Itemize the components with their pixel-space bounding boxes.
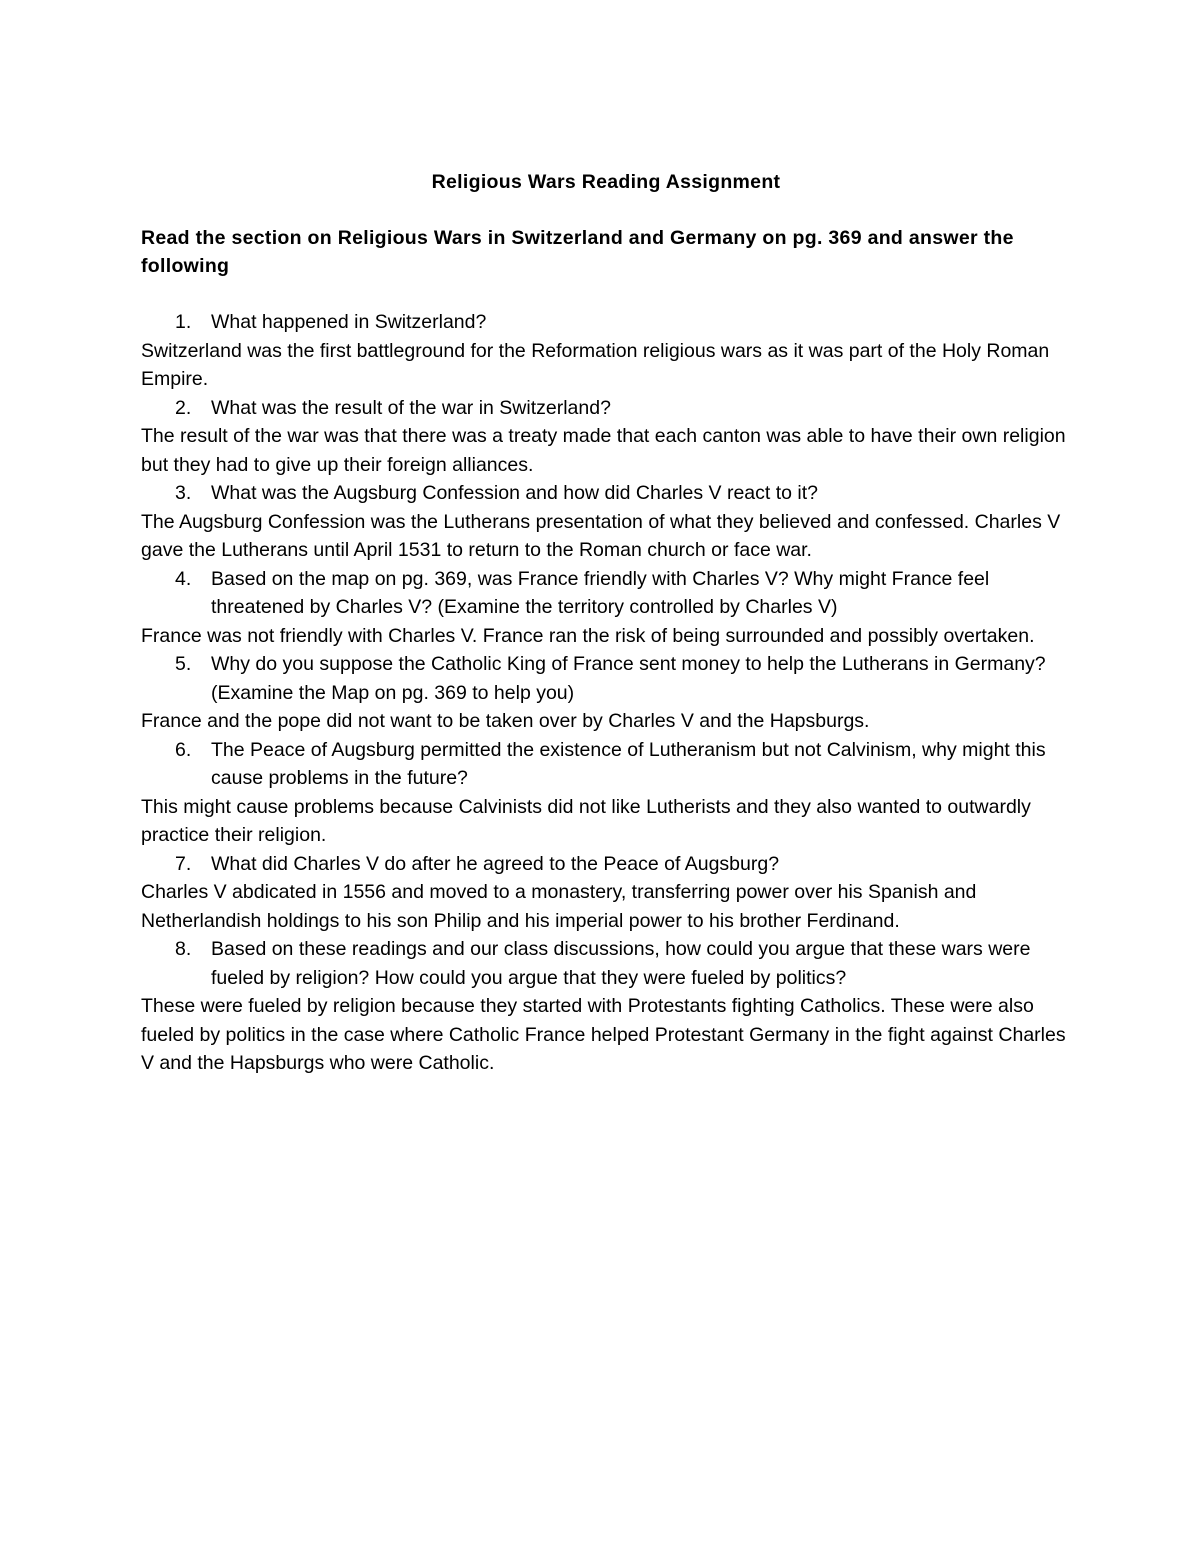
- document-page: [141, 168, 1071, 1078]
- question-text: Why do you suppose the Catholic King of France sent money to help the Lutherans in Germany? (Examine the Map on pg. 369 to help you): [211, 653, 1046, 704]
- question-text: What did Charles V do after he agreed to the Peace of Augsburg?: [211, 852, 780, 875]
- qa-item: [141, 308, 1071, 394]
- question-number: 3.: [175, 482, 192, 504]
- answer-text: Switzerland was the first battleground for the Reformation religious wars as it was part of the Holy Roman Empire.: [141, 339, 1050, 390]
- question: [175, 850, 1071, 879]
- question-text: The Peace of Augsburg permitted the existence of Lutheranism but not Calvinism, why might this cause problems in the future?: [211, 738, 1046, 789]
- answer-text: The result of the war was that there was a treaty made that each canton was able to have their own religion but they had to give up their foreign alliances.: [141, 425, 1066, 476]
- question-number: 5.: [175, 653, 192, 675]
- question: [175, 479, 1071, 508]
- answer-text: France was not friendly with Charles V. France ran the risk of being surrounded and possibly overtaken.: [141, 624, 1035, 647]
- qa-item: [141, 394, 1071, 480]
- qa-item: [141, 850, 1071, 936]
- qa-item: [141, 935, 1071, 1078]
- question: [175, 736, 1071, 793]
- qa-item: [141, 479, 1071, 565]
- question-number: 1.: [175, 311, 192, 333]
- question-text: Based on the map on pg. 369, was France friendly with Charles V? Why might France feel threatened by Charles V? (Examine the territory controlled by Charles V): [211, 567, 990, 618]
- question-number: 7.: [175, 852, 192, 875]
- question: [175, 308, 1071, 337]
- qa-item: [141, 736, 1071, 850]
- question: [175, 394, 1071, 423]
- question-text: What was the result of the war in Switzerland?: [211, 396, 611, 419]
- question-answer-list: [141, 308, 1071, 1078]
- document-title: Religious Wars Reading Assignment: [431, 171, 781, 193]
- answer-text: The Augsburg Confession was the Lutherans presentation of what they believed and confessed. Charles V gave the Lutherans until April 1531 to return to the Roman church or face war.: [141, 510, 1061, 561]
- answer-text: These were fueled by religion because they started with Protestants fighting Catholics. These were also fueled by politics in the case where Catholic France helped Protestant Germany in the fight against Charles V and the Hapsburgs who were Catholic.: [141, 995, 1066, 1074]
- instructions: Read the section on Religious Wars in Switzerland and Germany on pg. 369 and answer the following: [141, 227, 1014, 277]
- question-text: Based on these readings and our class discussions, how could you argue that these wars were fueled by religion? How could you argue that they were fueled by politics?: [211, 938, 1031, 989]
- answer-text: France and the pope did not want to be taken over by Charles V and the Hapsburgs.: [141, 710, 870, 732]
- question-number: 2.: [175, 396, 192, 419]
- answer-text: This might cause problems because Calvinists did not like Lutherists and they also wanted to outwardly practice their religion.: [141, 795, 1031, 846]
- question-number: 4.: [175, 567, 192, 590]
- qa-item: [141, 565, 1071, 651]
- question: [175, 650, 1071, 707]
- question: [175, 935, 1071, 992]
- question-number: 8.: [175, 938, 192, 960]
- question-text: What happened in Switzerland?: [211, 311, 487, 333]
- question-number: 6.: [175, 738, 192, 761]
- question: [175, 565, 1071, 622]
- qa-item: [141, 650, 1071, 736]
- question-text: What was the Augsburg Confession and how did Charles V react to it?: [211, 482, 819, 504]
- answer-text: Charles V abdicated in 1556 and moved to a monastery, transferring power over his Spanish and Netherlandish holdings to his son Philip and his imperial power to his brother Ferdinand.: [141, 881, 977, 932]
